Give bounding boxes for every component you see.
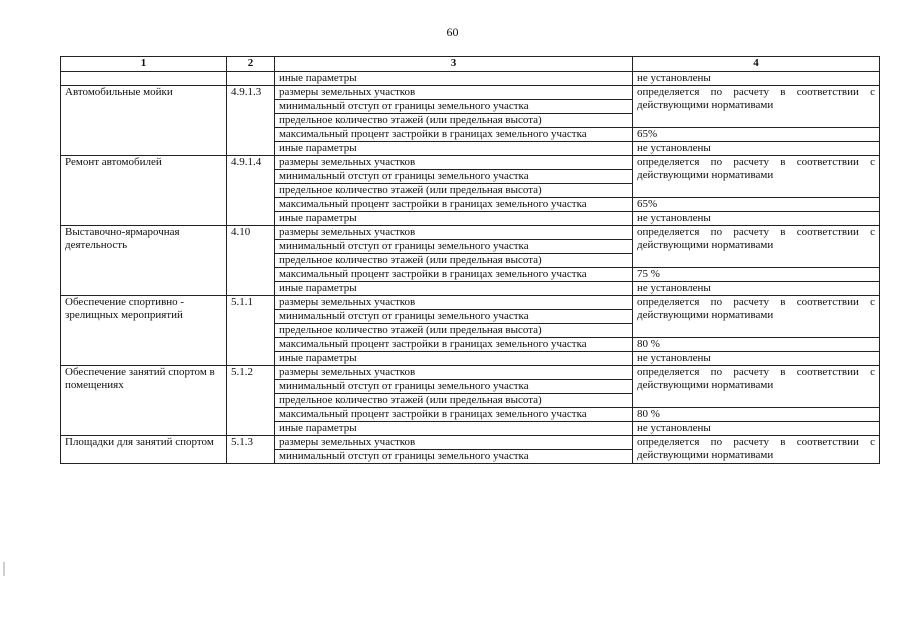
value-coverage: 80 % <box>633 408 880 422</box>
use-name-cell: Выставочно-ярмарочная деятельность <box>61 226 227 296</box>
value-calc: определяется по расчету в соответствии с действующими нормативами <box>633 366 880 408</box>
param-other: иные параметры <box>275 282 633 296</box>
table-row <box>61 156 880 170</box>
param-setback: минимальный отступ от границы земельного участка <box>275 310 633 324</box>
value-not-set: не установлены <box>633 142 880 156</box>
param-setback: минимальный отступ от границы земельного участка <box>275 380 633 394</box>
value-calc: определяется по расчету в соответствии с действующими нормативами <box>633 156 880 198</box>
param-sizes: размеры земельных участков <box>275 296 633 310</box>
param-coverage: максимальный процент застройки в границах земельного участка <box>275 198 633 212</box>
value-not-set: не установлены <box>633 422 880 436</box>
param-coverage: максимальный процент застройки в границах земельного участка <box>275 338 633 352</box>
param-other: иные параметры <box>275 422 633 436</box>
header-col-3: 3 <box>275 57 633 72</box>
use-code-cell <box>227 72 275 86</box>
param-coverage: максимальный процент застройки в границах земельного участка <box>275 128 633 142</box>
value-calc: определяется по расчету в соответствии с действующими нормативами <box>633 226 880 268</box>
use-code-cell: 5.1.2 <box>227 366 275 436</box>
header-col-1: 1 <box>61 57 227 72</box>
page-number: 60 <box>446 25 459 39</box>
param-setback: минимальный отступ от границы земельного участка <box>275 100 633 114</box>
value-calc: определяется по расчету в соответствии с действующими нормативами <box>633 296 880 338</box>
value-cell: не установлены <box>633 72 880 86</box>
param-floors: предельное количество этажей (или предельная высота) <box>275 324 633 338</box>
value-coverage: 75 % <box>633 268 880 282</box>
value-not-set: не установлены <box>633 212 880 226</box>
table-row <box>61 226 880 240</box>
use-name-cell: Площадки для занятий спортом <box>61 436 227 464</box>
value-coverage: 80 % <box>633 338 880 352</box>
use-code-cell: 4.9.1.3 <box>227 86 275 156</box>
use-name-cell: Ремонт автомобилей <box>61 156 227 226</box>
param-sizes: размеры земельных участков <box>275 436 633 450</box>
param-sizes: размеры земельных участков <box>275 156 633 170</box>
param-floors: предельное количество этажей (или предельная высота) <box>275 114 633 128</box>
param-sizes: размеры земельных участков <box>275 86 633 100</box>
param-coverage: максимальный процент застройки в границах земельного участка <box>275 268 633 282</box>
param-coverage: максимальный процент застройки в границах земельного участка <box>275 408 633 422</box>
param-setback: минимальный отступ от границы земельного участка <box>275 170 633 184</box>
header-col-4: 4 <box>633 57 880 72</box>
value-coverage: 65% <box>633 198 880 212</box>
param-setback: минимальный отступ от границы земельного участка <box>275 240 633 254</box>
regulations-table <box>60 56 880 464</box>
table-row <box>61 436 880 450</box>
use-code-cell: 4.10 <box>227 226 275 296</box>
value-calc: определяется по расчету в соответствии с действующими нормативами <box>633 86 880 128</box>
use-name-cell <box>61 72 227 86</box>
use-code-cell: 5.1.1 <box>227 296 275 366</box>
header-col-2: 2 <box>227 57 275 72</box>
use-name-cell: Обеспечение спортивно - зрелищных мероприятий <box>61 296 227 366</box>
param-floors: предельное количество этажей (или предельная высота) <box>275 254 633 268</box>
param-other: иные параметры <box>275 212 633 226</box>
table-row <box>61 366 880 380</box>
param-setback: минимальный отступ от границы земельного участка <box>275 450 633 464</box>
header-row <box>61 57 880 72</box>
param-floors: предельное количество этажей (или предельная высота) <box>275 184 633 198</box>
value-coverage: 65% <box>633 128 880 142</box>
value-calc: определяется по расчету в соответствии с действующими нормативами <box>633 436 880 464</box>
param-sizes: размеры земельных участков <box>275 366 633 380</box>
table-row <box>61 72 880 86</box>
scan-margin-mark <box>3 562 5 576</box>
table-row <box>61 296 880 310</box>
param-other: иные параметры <box>275 352 633 366</box>
value-not-set: не установлены <box>633 352 880 366</box>
use-name-cell: Автомобильные мойки <box>61 86 227 156</box>
value-not-set: не установлены <box>633 282 880 296</box>
use-code-cell: 4.9.1.4 <box>227 156 275 226</box>
param-other: иные параметры <box>275 142 633 156</box>
param-sizes: размеры земельных участков <box>275 226 633 240</box>
param-floors: предельное количество этажей (или предельная высота) <box>275 394 633 408</box>
param-cell: иные параметры <box>275 72 633 86</box>
use-name-cell: Обеспечение занятий спортом в помещениях <box>61 366 227 436</box>
use-code-cell: 5.1.3 <box>227 436 275 464</box>
table-row <box>61 86 880 100</box>
